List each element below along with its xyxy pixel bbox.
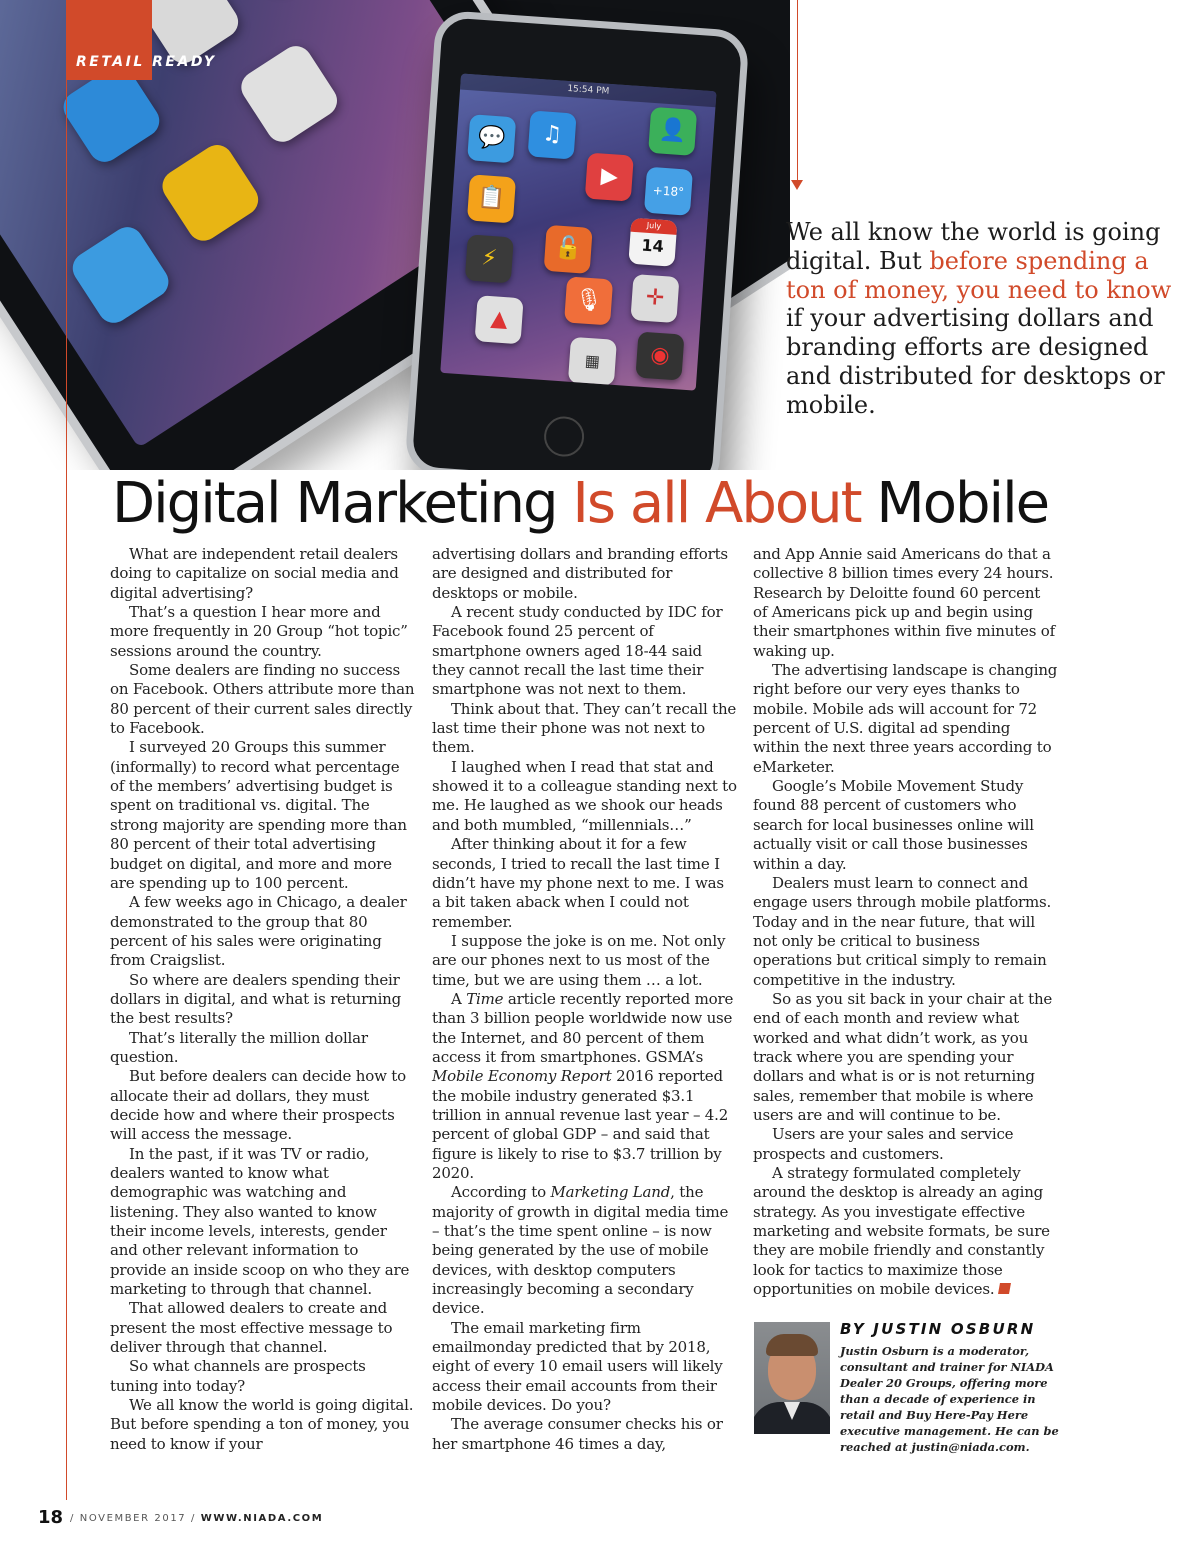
compass-icon: ✛ [630, 274, 679, 323]
body-paragraph: A strategy formulated completely around the desktop is already an aging strategy. As you investigate effective marketing and website formats, be sure they are mobile friendly and constantly look for tactics to maximize those opportunities on mobile devices. [753, 1164, 1050, 1299]
body-paragraph: A recent study conducted by IDC for Facebook found 25 percent of smartphone owners aged 18-44 said they cannot recall the last time their smartphone was not next to them. [432, 603, 723, 699]
microphone-icon: 🎙 [564, 276, 613, 325]
lightning-icon: ⚡ [465, 234, 514, 283]
body-paragraph: Google’s Mobile Movement Study found 88 percent of customers who search for local businesses online will actually visit or call those businesses within a day. [753, 777, 1034, 873]
italic-title: Mobile Economy Report [432, 1067, 612, 1086]
phone-status-bar: 15:54 PM [460, 73, 716, 107]
calculator-icon: ▦ [568, 337, 617, 386]
section-kicker: RETAIL READY [76, 54, 217, 70]
body-paragraph: So where are dealers spending their dollars in digital, and what is returning the best results? [110, 970, 402, 1028]
left-rule [66, 80, 67, 1500]
body-paragraph: The average consumer checks his or her smartphone 46 times a day, [432, 1415, 723, 1453]
calendar-month: July [631, 218, 678, 235]
home-button [543, 415, 586, 458]
body-paragraph: But before dealers can decide how to allocate their ad dollars, they must decide how and where their prospects will access the message. [110, 1067, 406, 1144]
right-rule [797, 0, 798, 182]
lightning-icon [156, 139, 264, 247]
body-paragraph: advertising dollars and branding efforts are designed and distributed for desktops or mobile. [432, 545, 728, 602]
calendar-day: 14 [640, 235, 665, 257]
arrow-down-icon [791, 180, 803, 190]
body-column-1 [110, 545, 415, 1454]
body-paragraph: I surveyed 20 Groups this summer (informally) to record what percentage of the members’ advertising budget is spent on traditional vs. digital. The strong majority are spending more than 80 percent of their total advertising budget on digital, and more and more are spending up to 100 percent. [110, 738, 407, 892]
body-paragraph: Users are your sales and service prospects and customers. [753, 1125, 1014, 1163]
body-paragraph: According to Marketing Land, the majority of growth in digital media time – that’s the time spent online – is now being generated by the use of mobile devices, with desktop computers increasingly becoming a secondary device. [432, 1183, 729, 1318]
body-paragraph: Dealers must learn to connect and engage users through mobile platforms. Today and in the near future, that will not only be critical to business operations but critical simply to remain competitive in the industry. [753, 873, 1052, 989]
author-hair [766, 1334, 818, 1356]
headline-highlight: Is all About [572, 471, 861, 536]
author-photo [754, 1322, 830, 1434]
clipboard-icon: 📋 [467, 174, 516, 223]
deck [786, 218, 1186, 420]
body-paragraph: After thinking about it for a few seconds, I tried to recall the last time I didn’t have my phone next to me. I was a bit taken aback when I could not remember. [432, 835, 724, 931]
smartphone-device [404, 10, 750, 470]
body-paragraph: That allowed dealers to create and present the most effective message to deliver through that channel. [110, 1299, 393, 1357]
body-paragraph: We all know the world is going digital. But before spending a ton of money, you need to know if your [110, 1396, 414, 1453]
body-paragraph: Think about that. They can’t recall the last time their phone was not next to them. [432, 699, 737, 757]
footer-issue: / NOVEMBER 2017 / [70, 1513, 201, 1524]
chat-icon [67, 221, 175, 329]
italic-title: Time [466, 989, 504, 1008]
chat-icon: 💬 [467, 114, 516, 163]
body-paragraph: The email marketing firm emailmonday predicted that by 2018, eight of every 10 email users will likely access their email accounts from their mobile devices. Do you? [432, 1318, 723, 1415]
headline-text: Digital Marketing [112, 471, 573, 536]
body-paragraph: What are independent retail dealers doing to capitalize on social media and digital advertising? [110, 545, 399, 602]
body-paragraph: So what channels are prospects tuning into today? [110, 1357, 366, 1395]
italic-title: Marketing Land [550, 1183, 671, 1202]
calendar-icon [628, 218, 677, 267]
phone-screen [440, 73, 716, 390]
contacts-icon: 👤 [648, 107, 697, 156]
footer-website: WWW.NIADA.COM [200, 1513, 324, 1524]
page-number: 18 [38, 1507, 64, 1528]
body-paragraph: In the past, if it was TV or radio, dealers wanted to know what demographic was watching and listening. They also wanted to know their income levels, interests, gender and other relevant information to provide an inside scoop on who they are marketing to through that channel. [110, 1144, 410, 1299]
navigation-icon: ▲ [475, 295, 524, 344]
headline [112, 470, 1192, 538]
weather-icon: +18° [644, 167, 693, 216]
navigation-icon [235, 40, 343, 148]
body-paragraph: Some dealers are finding no success on Facebook. Others attribute more than 80 percent of their current sales directly to Facebook. [110, 661, 415, 738]
lock-icon: 🔓 [544, 225, 593, 274]
deck-text: if your advertising dollars and branding efforts are designed and distributed for desktops or mobile. [786, 304, 1165, 419]
record-icon: ◉ [635, 331, 684, 380]
body-column-2 [432, 545, 737, 1454]
headline-text: Mobile [860, 471, 1049, 536]
body-paragraph: A few weeks ago in Chicago, a dealer demonstrated to the group that 80 percent of his sales were originating from Craigslist. [110, 893, 407, 970]
body-paragraph: I laughed when I read that stat and showed it to a colleague standing next to me. He laughed as we shook our heads and both mumbled, “millennials…” [432, 757, 737, 834]
body-paragraph: I suppose the joke is on me. Not only are our phones next to us most of the time, but we are using them … a lot. [432, 931, 726, 989]
footer-line [70, 1513, 323, 1524]
body-paragraph: and App Annie said Americans do that a collective 8 billion times every 24 hours. Research by Deloitte found 60 percent of Americans pick up and begin using their smartphones within five minutes of waking up. [753, 545, 1055, 660]
body-paragraph: That’s a question I hear more and more frequently in 20 Group “hot topic” sessions around the country. [110, 603, 408, 660]
deck-text: We all know the world is going digital. But [786, 218, 1161, 275]
author-bio: Justin Osburn is a moderator, consultant and trainer for NIADA Dealer 20 Groups, offering more than a decade of experience in retail and Buy Here-Pay Here executive management. He can be reached at justin@niada.com. [840, 1344, 1059, 1454]
music-icon: ♫ [528, 110, 577, 159]
body-paragraph: The advertising landscape is changing right before our very eyes thanks to mobile. Mobile ads will account for 72 percent of U.S. digital ad spending within the next three years according to eMarketer. [753, 661, 1058, 776]
deck-highlight: before spending a ton of money, you need to know [786, 246, 1172, 304]
body-paragraph: So as you sit back in your chair at the end of each month and review what worked and what didn’t work, as you track where you are spending your dollars and what is or is not returning sales, remember that mobile is where users are and will continue to be. [753, 989, 1053, 1124]
byline: BY JUSTIN OSBURN [840, 1320, 1036, 1338]
video-icon: ▶ [585, 153, 634, 202]
end-mark-icon [998, 1283, 1011, 1294]
body-column-3 [753, 545, 1058, 1299]
body-paragraph: A Time article recently reported more than 3 billion people worldwide now use the Internet, and 80 percent of them access it from smartphones. GSMA’s Mobile Economy Report 2016 reported the mobile industry generated $3.1 trillion in annual revenue last year – 4.2 percent of global GDP – and said that figure is likely to rise to $3.7 trillion by 2020. [432, 989, 734, 1182]
body-paragraph: That’s literally the million dollar question. [110, 1028, 368, 1066]
